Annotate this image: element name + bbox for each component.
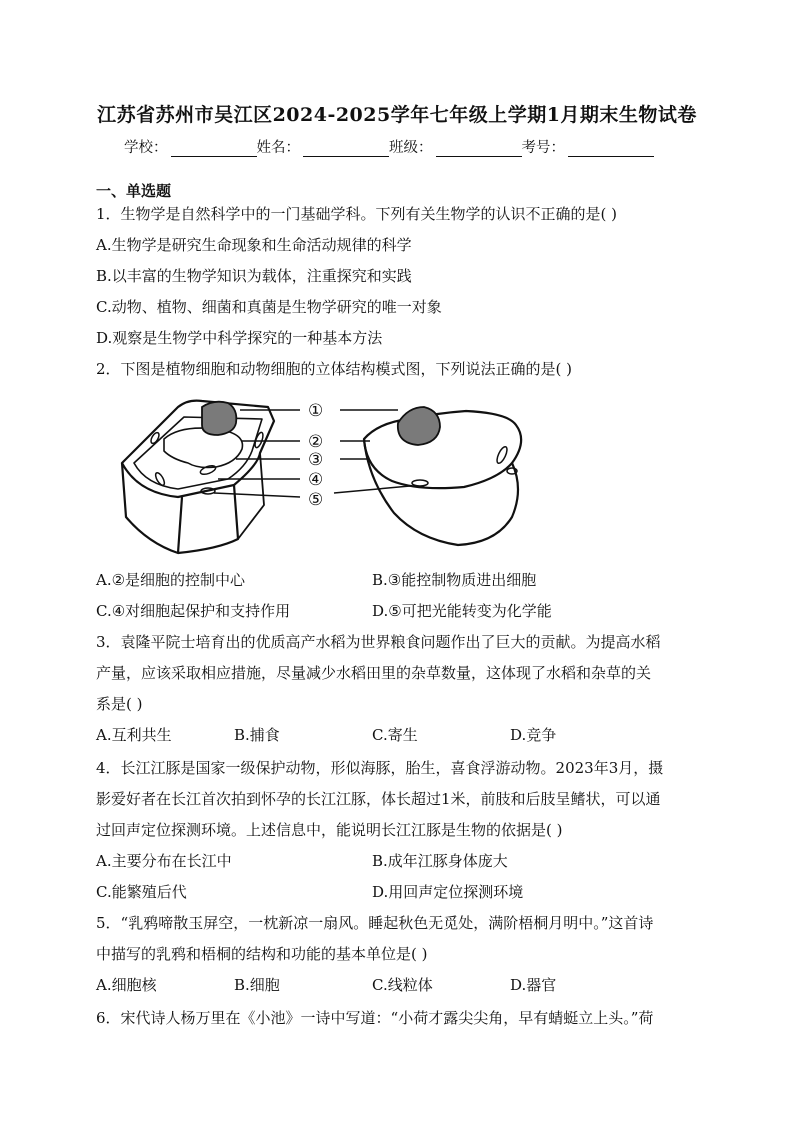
question-5-option-a: A.细胞核 [96, 976, 157, 994]
mitochondrion [412, 480, 428, 486]
question-4-option-c: C.能繁殖后代 [96, 883, 187, 901]
school-field [124, 136, 257, 157]
question-3-stem-line-3: 系是( ) [96, 695, 143, 713]
question-1-option-d: D.观察是生物学中科学探究的一种基本方法 [96, 329, 383, 347]
figure-label-2: ② [308, 432, 324, 452]
question-4-option-b: B.成年江豚身体庞大 [372, 852, 508, 870]
school-blank [171, 140, 257, 157]
question-5-option-b: B.细胞 [234, 976, 280, 994]
figure-label-4: ④ [308, 470, 324, 490]
question-3-option-c: C.寄生 [372, 726, 418, 744]
animal-cell-body [364, 439, 518, 545]
class-label: 班级： [389, 140, 433, 156]
figure-label-1: ① [308, 401, 324, 421]
exam-number-label: 考号： [521, 140, 565, 156]
question-4-option-d: D.用回声定位探测环境 [372, 883, 524, 901]
question-4-stem-line-2: 影爱好者在长江首次拍到怀孕的长江江豚，体长超过1米，前肢和后肢呈鳍状，可以通 [96, 790, 661, 808]
name-label: 姓名： [256, 140, 300, 156]
question-5-stem-line-1: 5．“乳鸦啼散玉屏空，一枕新凉一扇风。睡起秋色无觅处，满阶梧桐月明中。”这首诗 [96, 914, 654, 932]
student-info-row [124, 136, 654, 157]
chloroplast [199, 464, 216, 476]
exam-number-field [522, 136, 655, 157]
exam-title: 江苏省苏州市吴江区2024-2025学年七年级上学期1月期末生物试卷 [97, 104, 697, 126]
question-2-option-d: D.⑤可把光能转变为化学能 [372, 602, 552, 620]
figure-label-3: ③ [308, 450, 324, 470]
question-1-stem: 1．生物学是自然科学中的一门基础学科。下列有关生物学的认识不正确的是( ) [96, 205, 618, 223]
animal-nucleus [398, 407, 440, 445]
class-blank [436, 140, 522, 157]
question-2-option-b: B.③能控制物质进出细胞 [372, 571, 537, 589]
question-4-stem-line-3: 过回声定位探测环境。上述信息中，能说明长江江豚是生物的依据是( ) [96, 821, 563, 839]
cell-diagram [118, 393, 538, 555]
question-1-option-c: C.动物、植物、细菌和真菌是生物学研究的唯一对象 [96, 298, 442, 316]
mitochondrion [495, 445, 509, 464]
name-field [257, 136, 390, 157]
question-5-option-d: D.器官 [510, 976, 557, 994]
name-blank [303, 140, 389, 157]
vacuole [164, 428, 242, 467]
question-5-option-c: C.线粒体 [372, 976, 433, 994]
question-2-stem: 2．下图是植物细胞和动物细胞的立体结构模式图，下列说法正确的是( ) [96, 360, 573, 378]
question-5-stem-line-2: 中描写的乳鸦和梧桐的结构和功能的基本单位是( ) [96, 945, 428, 963]
question-1-option-b: B.以丰富的生物学知识为载体，注重探究和实践 [96, 267, 412, 285]
plant-nucleus [202, 402, 236, 435]
animal-cell-top-face [364, 411, 521, 488]
question-3-option-b: B.捕食 [234, 726, 280, 744]
figure-label-5: ⑤ [308, 490, 324, 510]
question-3-stem-line-1: 3．袁隆平院士培育出的优质高产水稻为世界粮食问题作出了巨大的贡献。为提高水稻 [96, 633, 661, 651]
cell-structure-figure [118, 393, 538, 555]
school-label: 学校： [124, 140, 168, 156]
section-heading: 一、单选题 [96, 182, 172, 200]
question-4-option-a: A.主要分布在长江中 [96, 852, 232, 870]
question-3-option-a: A.互利共生 [96, 726, 172, 744]
class-field [389, 136, 522, 157]
chloroplast [154, 471, 166, 486]
question-6-stem-line-1: 6．宋代诗人杨万里在《小池》一诗中写道：“小荷才露尖尖角，早有蜻蜓立上头。”荷 [96, 1009, 654, 1027]
question-1-option-a: A.生物学是研究生命现象和生命活动规律的科学 [96, 236, 412, 254]
exam-number-blank [568, 140, 654, 157]
question-4-stem-line-1: 4．长江江豚是国家一级保护动物，形似海豚，胎生，喜食浮游动物。2023年3月，摄 [96, 759, 664, 777]
question-3-option-d: D.竞争 [510, 726, 557, 744]
question-3-stem-line-2: 产量，应该采取相应措施，尽量减少水稻田里的杂草数量，这体现了水稻和杂草的关 [96, 664, 652, 682]
question-2-option-a: A.②是细胞的控制中心 [96, 571, 246, 589]
question-2-option-c: C.④对细胞起保护和支持作用 [96, 602, 291, 620]
plant-cell-top-face [122, 401, 274, 497]
